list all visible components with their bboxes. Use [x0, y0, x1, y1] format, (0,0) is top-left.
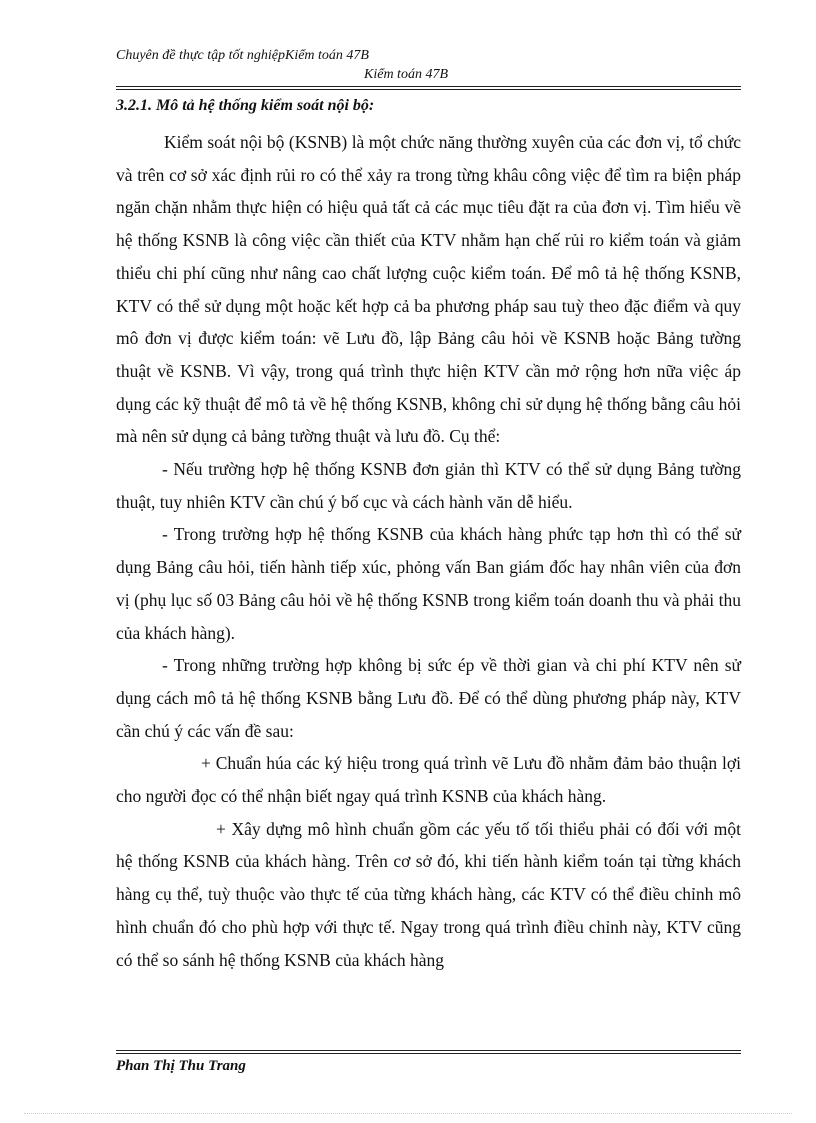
bullet-item-1: - Nếu trường hợp hệ thống KSNB đơn giản thì KTV có thể sử dụng Bảng tường thuật, tuy nhiên KTV cần chú ý bố cục và cách hành văn dễ hiểu.	[116, 459, 741, 512]
footer-divider	[116, 1050, 741, 1054]
header-title: Chuyên đề thực tập tốt nghiệpKiểm toán 47B	[116, 48, 369, 63]
section-title: 3.2.1. Mô tả hệ thống kiểm soát nội bộ:	[116, 97, 375, 114]
document-body	[116, 126, 741, 976]
bullet-item-2: - Trong trường hợp hệ thống KSNB của khách hàng phức tạp hơn thì có thể sử dụng Bảng câu hỏi, tiến hành tiếp xúc, phỏng vấn Ban giám đốc hay nhân viên của đơn vị (phụ lục số 03 Bảng câu hỏi về hệ thống KSNB trong kiểm toán doanh thu và phải thu của khách hàng).	[116, 524, 741, 643]
sub-item-2: + Xây dựng mô hình chuẩn gồm các yếu tố tối thiểu phải có đối với một hệ thống KSNB của khách hàng. Trên cơ sở đó, khi tiến hành kiểm toán tại từng khách hàng cụ thể, tuỳ thuộc vào thực tế của từng khách hàng, các KTV có thể điều chỉnh mô hình chuẩn đó cho phù hợp với thực tế. Ngay trong quá trình điều chỉnh này, KTV cũng có thể so sánh hệ thống KSNB của khách hàng	[116, 818, 741, 970]
sub-item-1: + Chuẩn húa các ký hiệu trong quá trình vẽ Lưu đồ nhằm đảm bảo thuận lợi cho người đọc có thể nhận biết ngay quá trình KSNB của khách hàng.	[116, 753, 741, 807]
bullet-item-3: - Trong những trường hợp không bị sức ép về thời gian và chi phí KTV nên sử dụng cách mô tả hệ thống KSNB bằng Lưu đồ. Để có thể dùng phương pháp này, KTV cần chú ý các vấn đề sau:	[116, 655, 741, 741]
header-subtitle: Kiểm toán 47B	[364, 67, 448, 82]
footer-author: Phan Thị Thu Trang	[116, 1058, 246, 1074]
paragraph-intro: Kiểm soát nội bộ (KSNB) là một chức năng thường xuyên của các đơn vị, tổ chức và trên cơ sở xác định rủi ro có thể xảy ra trong từng khâu công việc để tìm ra biện pháp ngăn chặn nhằm thực hiện có hiệu quả tất cả các mục tiêu đặt ra của đơn vị. Tìm hiểu về hệ thống KSNB là công việc cần thiết của KTV nhằm hạn chế rủi ro kiểm toán và giảm thiểu chi phí cũng như nâng cao chất lượng cuộc kiểm toán. Để mô tả hệ thống KSNB, KTV có thể sử dụng một hoặc kết hợp cả ba phương pháp sau tuỳ theo đặc điểm và quy mô đơn vị được kiểm toán: vẽ Lưu đồ, lập Bảng câu hỏi về KSNB hoặc Bảng tường thuật về KSNB. Vì vậy, trong quá trình thực hiện KTV cần mở rộng hơn nữa việc áp dụng các kỹ thuật để mô tả về hệ thống KSNB, không chỉ sử dụng hệ thống bằng câu hỏi mà nên sử dụng cả bảng tường thuật và lưu đồ. Cụ thể:	[116, 132, 741, 447]
header-divider	[116, 86, 741, 90]
page-edge	[24, 1113, 792, 1114]
